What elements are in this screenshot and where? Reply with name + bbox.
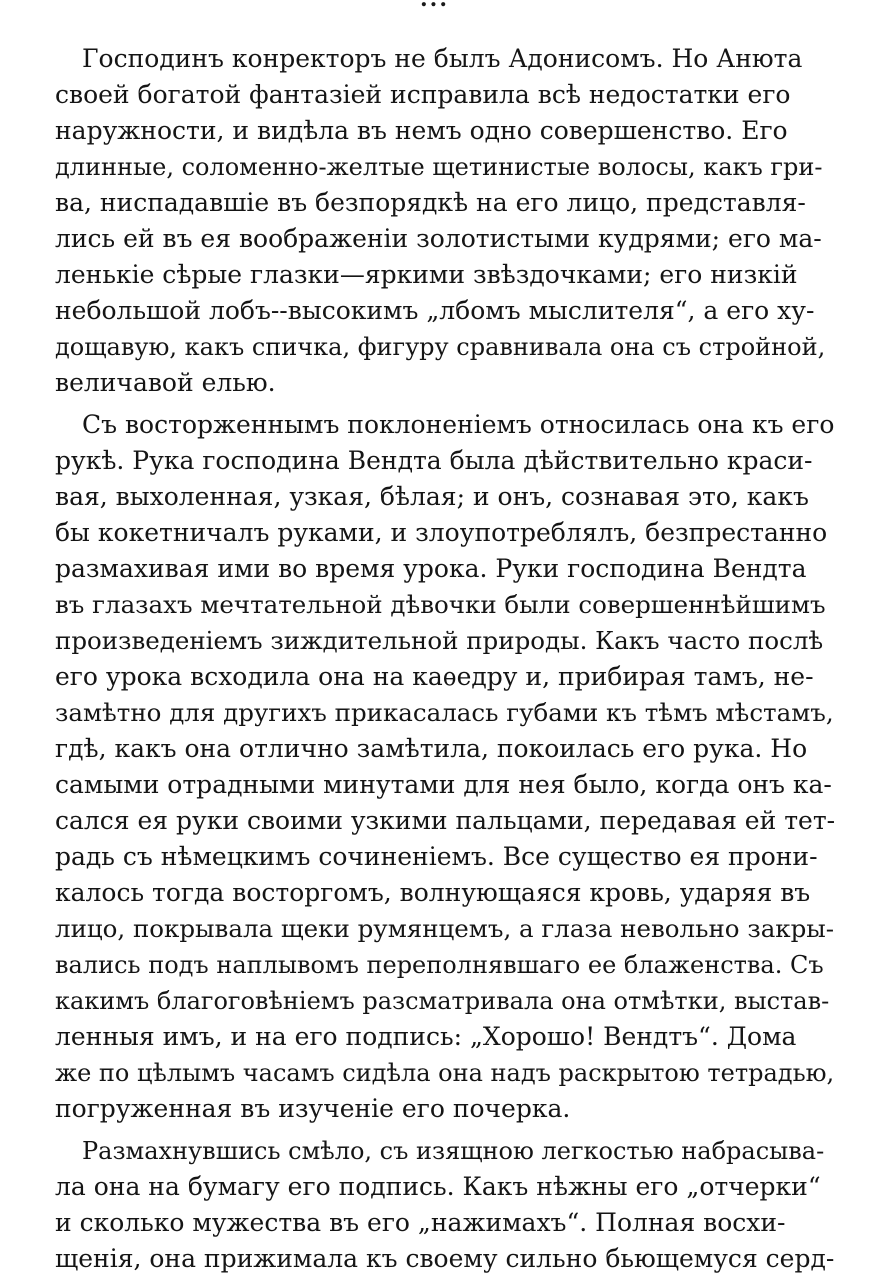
text-line: Съ восторженнымъ поклоненіемъ относилась она къ его bbox=[82, 410, 835, 439]
text-line: ва, ниспадавшіе въ безпорядкѣ на его лицо, представля- bbox=[55, 188, 806, 217]
text-line: вались подъ наплывомъ переполнявшаго ее блаженства. Съ bbox=[55, 951, 824, 979]
text-line: лицо, покрывала щеки румянцемъ, а глаза невольно закры- bbox=[55, 914, 835, 943]
text-line: погруженная въ изученіе его почерка. bbox=[55, 1094, 571, 1123]
text-line: и сколько мужества въ его „нажимахъ“. Полная восхи- bbox=[55, 1208, 786, 1237]
text-line: сался ея руки своими узкими пальцами, передавая ей тет- bbox=[55, 806, 836, 835]
text-line: Господинъ конректоръ не былъ Адонисомъ. Но Анюта bbox=[82, 44, 803, 73]
text-line: гдѣ, какъ она отлично замѣтила, покоилась его рука. Но bbox=[55, 734, 808, 763]
text-line: щенія, она прижимала къ своему сильно бьющемуся серд- bbox=[55, 1244, 835, 1273]
text-line: своей богатой фантазіей исправила всѣ недостатки его bbox=[55, 80, 791, 109]
text-line: Размахнувшись смѣло, съ изящною легкостью набрасыва- bbox=[82, 1137, 825, 1165]
text-line: лись ей въ ея воображеніи золотистыми кудрями; его ма- bbox=[55, 224, 822, 253]
text-line: бы кокетничалъ руками, и злоупотреблялъ, безпрестанно bbox=[55, 518, 828, 547]
cropped-header-fragment bbox=[420, 0, 490, 8]
text-line: размахивая ими во время урока. Руки господина Вендта bbox=[55, 554, 807, 583]
text-line: въ глазахъ мечтательной дѣвочки были совершеннѣйшимъ bbox=[55, 590, 826, 619]
text-line: радь съ нѣмецкимъ сочиненіемъ. Все существо ея прони- bbox=[55, 842, 818, 871]
text-line: ленькіе сѣрые глазки—яркими звѣздочками; его низкій bbox=[55, 260, 798, 289]
text-line: калось тогда восторгомъ, волнующаяся кровь, ударяя въ bbox=[55, 878, 811, 907]
text-line: замѣтно для другихъ прикасалась губами къ тѣмъ мѣстамъ, bbox=[55, 698, 834, 727]
text-line: же по цѣлымъ часамъ сидѣла она надъ раскрытою тетрадью, bbox=[55, 1059, 835, 1087]
text-line: длинные, соломенно-желтые щетинистые волосы, какъ гри- bbox=[55, 153, 823, 181]
text-line: рукѣ. Рука господина Вендта была дѣйствительно краси- bbox=[55, 446, 813, 475]
text-line: ленныя имъ, и на его подпись: „Хорошо! Вендтъ“. Дома bbox=[55, 1022, 797, 1051]
text-line: вая, выхоленная, узкая, бѣлая; и онъ, сознавая это, какъ bbox=[55, 482, 809, 511]
text-line: ла она на бумагу его подпись. Какъ нѣжны его „отчерки“ bbox=[55, 1172, 821, 1201]
text-line: величавой елью. bbox=[55, 368, 276, 397]
text-line: наружности, и видѣла въ немъ одно совершенство. Его bbox=[55, 116, 788, 145]
text-line: самыми отрадными минутами для нея было, когда онъ ка- bbox=[55, 770, 832, 799]
text-line: небольшой лобъ--высокимъ „лбомъ мыслителя“, а его ху- bbox=[55, 296, 815, 325]
text-line: его урока всходила она на каѳедру и, прибирая тамъ, не- bbox=[55, 662, 814, 691]
text-line: дощавую, какъ спичка, фигуру сравнивала она съ стройной, bbox=[55, 333, 826, 361]
text-line: какимъ благоговѣніемъ разсматривала она отмѣтки, выстав- bbox=[55, 987, 830, 1015]
text-line: произведеніемъ зиждительной природы. Какъ часто послѣ bbox=[55, 626, 824, 655]
